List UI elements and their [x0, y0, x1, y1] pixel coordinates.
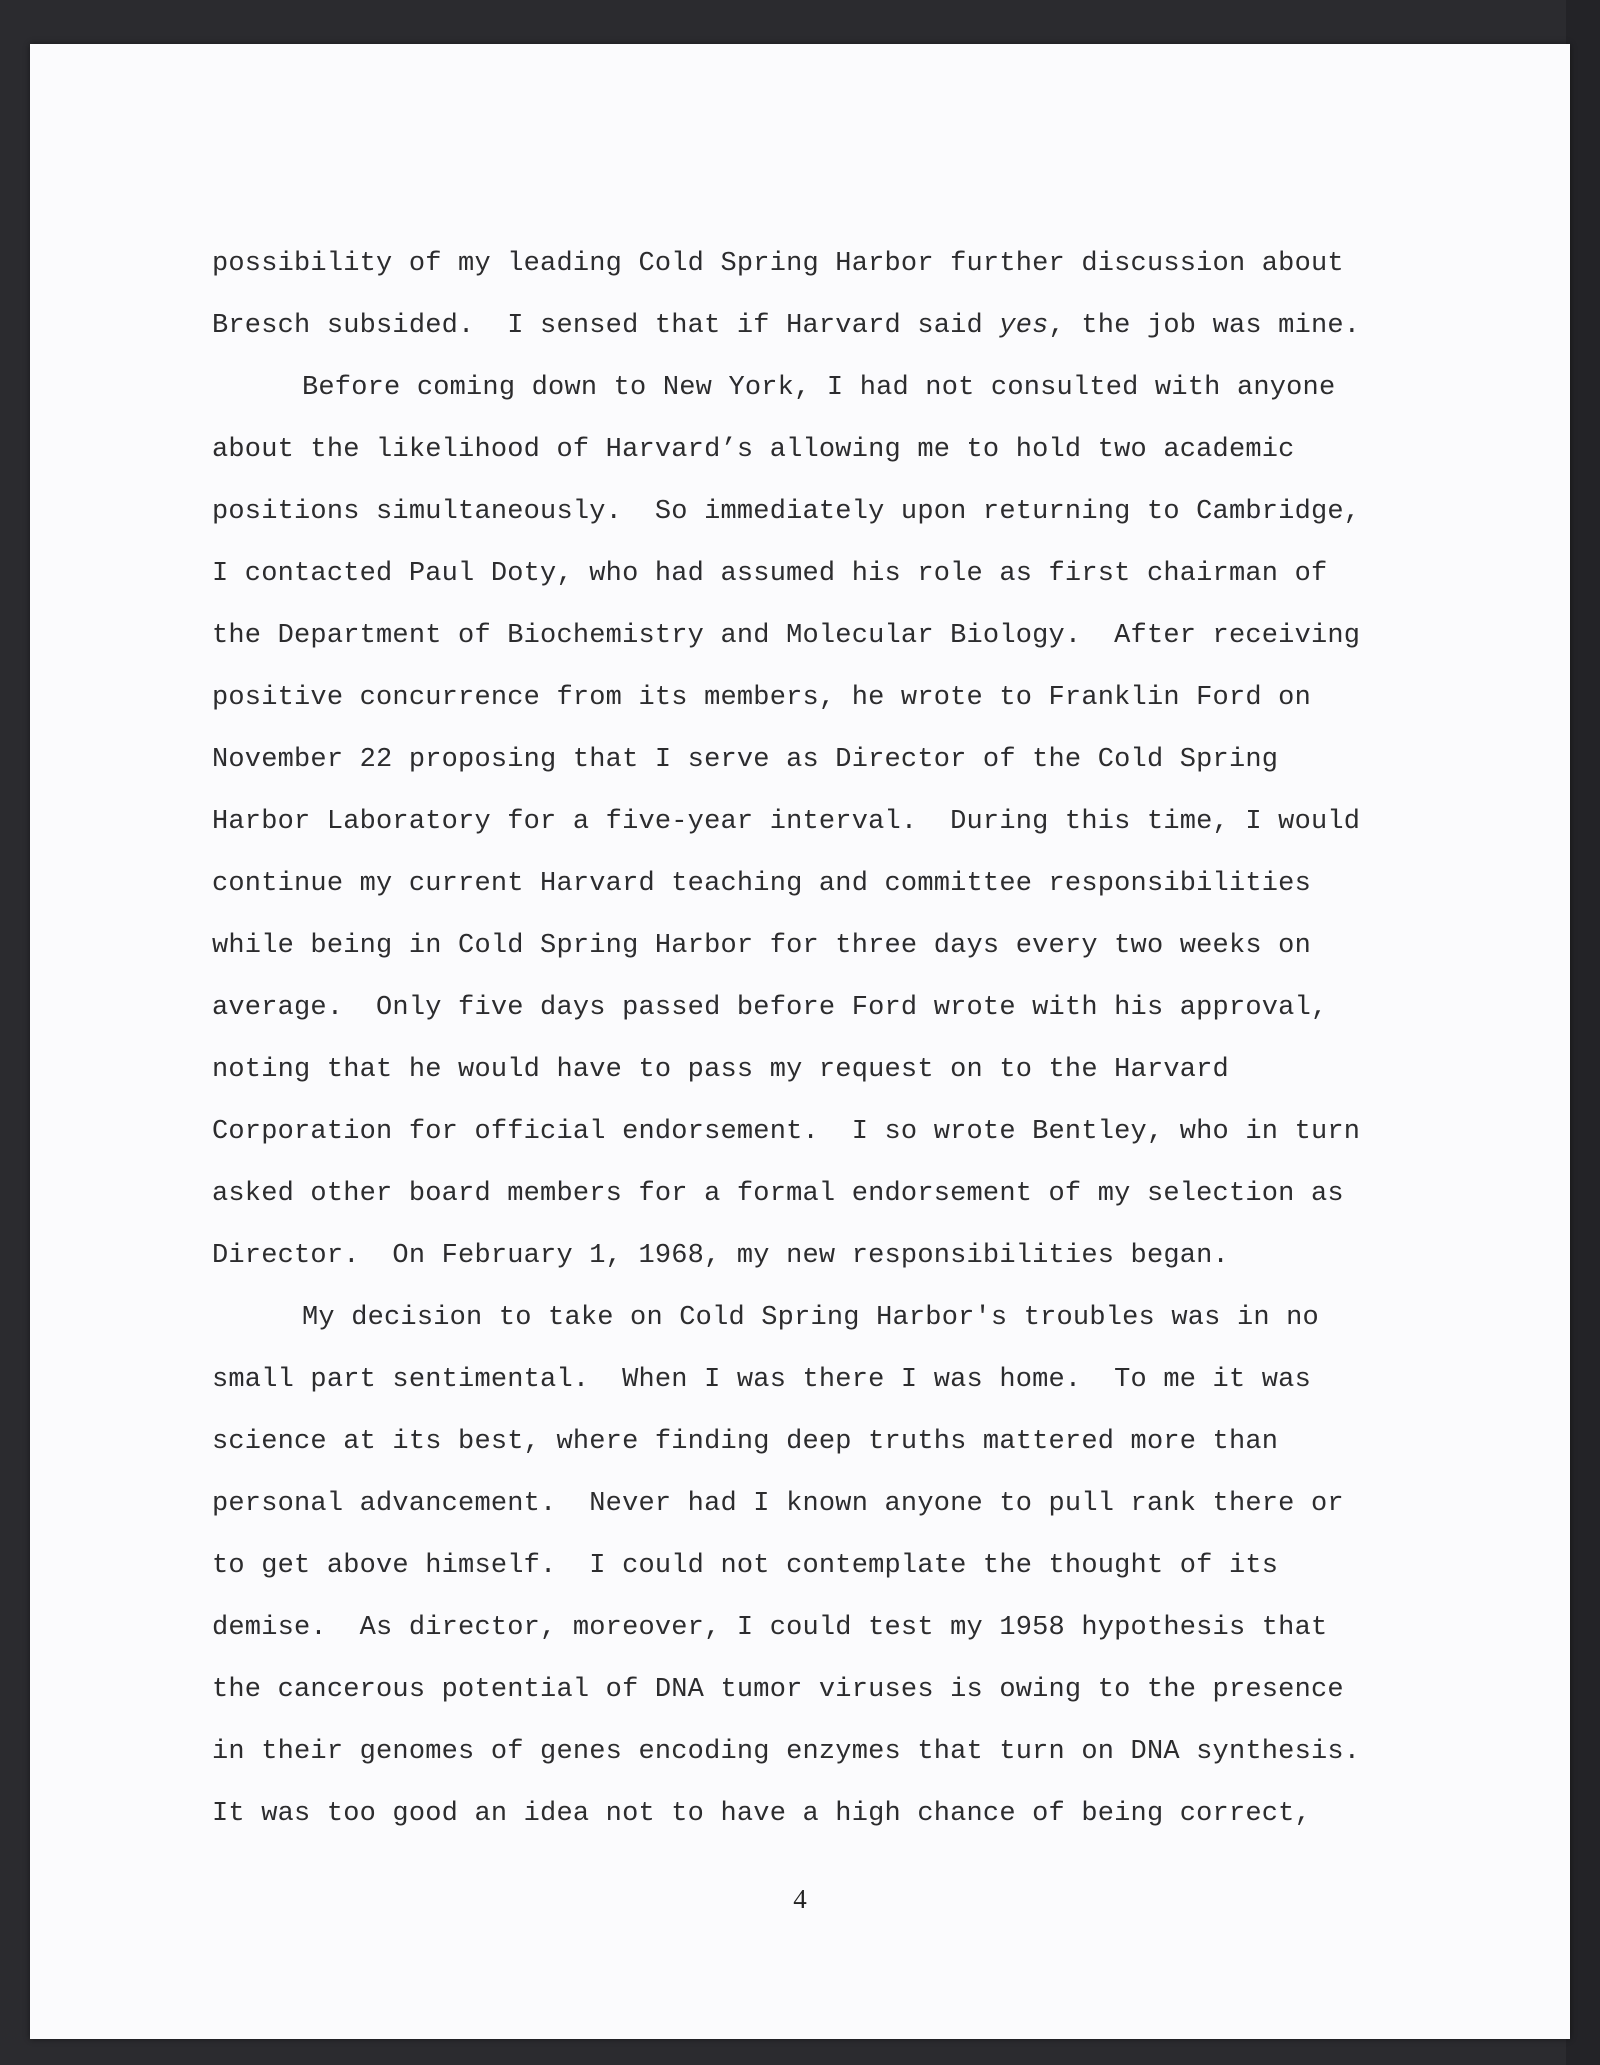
text-line: Director. On February 1, 1968, my new responsibilities began.	[212, 1241, 1229, 1271]
text-line: continue my current Harvard teaching and committee responsibilities	[212, 869, 1311, 899]
text-line: demise. As director, moreover, I could test my 1958 hypothesis that	[212, 1613, 1328, 1643]
text-line: the Department of Biochemistry and Molecular Biology. After receiving	[212, 621, 1361, 651]
document-page	[30, 44, 1570, 2039]
emphasized-word: yes	[999, 311, 1049, 341]
text-line: small part sentimental. When I was there I was home. To me it was	[212, 1365, 1311, 1395]
text-span: Bresch subsided. I sensed that if Harvard said	[212, 311, 1000, 341]
text-line: positions simultaneously. So immediately upon returning to Cambridge,	[212, 497, 1361, 527]
text-line: Harbor Laboratory for a five-year interval. During this time, I would	[212, 807, 1361, 837]
paragraph-first-line: My decision to take on Cold Spring Harbor's troubles was in no	[302, 1303, 1319, 1333]
text-line: noting that he would have to pass my request on to the Harvard	[212, 1055, 1229, 1085]
text-line: positive concurrence from its members, he wrote to Franklin Ford on	[212, 683, 1311, 713]
text-line: I contacted Paul Doty, who had assumed his role as first chairman of	[212, 559, 1328, 589]
text-line: asked other board members for a formal endorsement of my selection as	[212, 1179, 1344, 1209]
page-body-text	[212, 233, 1412, 1845]
text-line: It was too good an idea not to have a high chance of being correct,	[212, 1799, 1311, 1829]
text-line: possibility of my leading Cold Spring Harbor further discussion about	[212, 249, 1344, 279]
text-line: November 22 proposing that I serve as Director of the Cold Spring	[212, 745, 1279, 775]
text-line: about the likelihood of Harvard’s allowing me to hold two academic	[212, 435, 1295, 465]
text-line	[212, 295, 1412, 357]
text-line: the cancerous potential of DNA tumor viruses is owing to the presence	[212, 1675, 1344, 1705]
text-line: personal advancement. Never had I known anyone to pull rank there or	[212, 1489, 1344, 1519]
text-line: while being in Cold Spring Harbor for three days every two weeks on	[212, 931, 1311, 961]
text-line: average. Only five days passed before Ford wrote with his approval,	[212, 993, 1328, 1023]
text-line: Corporation for official endorsement. I so wrote Bentley, who in turn	[212, 1117, 1361, 1147]
backdrop	[1566, 0, 1600, 2065]
page-number: 4	[793, 1884, 807, 1914]
text-span: , the job was mine.	[1048, 311, 1361, 341]
text-line: in their genomes of genes encoding enzymes that turn on DNA synthesis.	[212, 1737, 1361, 1767]
text-line: science at its best, where finding deep truths mattered more than	[212, 1427, 1279, 1457]
text-line: to get above himself. I could not contemplate the thought of its	[212, 1551, 1279, 1581]
paragraph-first-line: Before coming down to New York, I had not consulted with anyone	[302, 373, 1336, 403]
